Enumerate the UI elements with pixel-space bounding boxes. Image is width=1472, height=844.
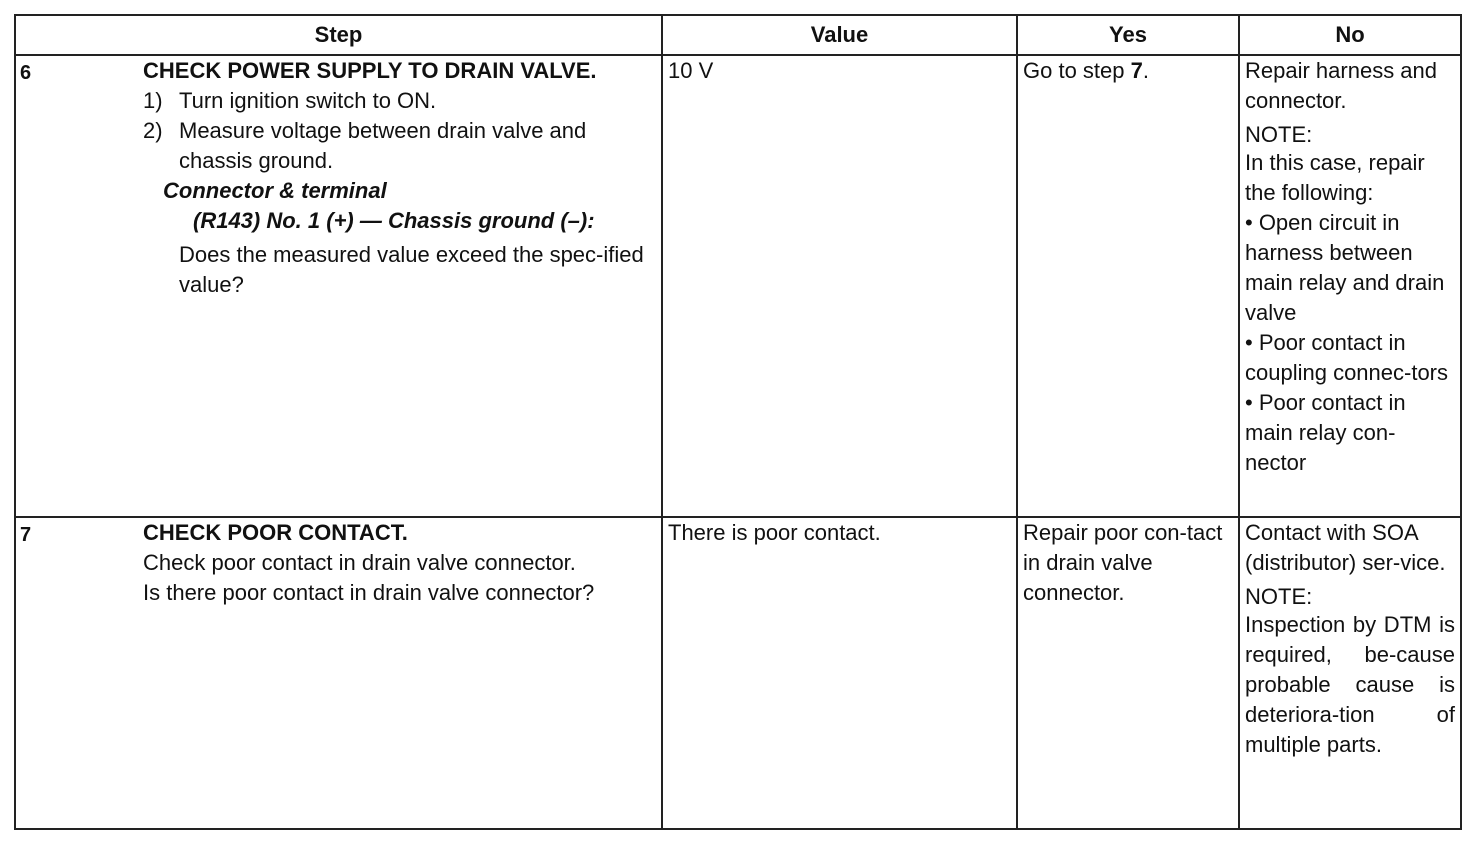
yes-cell: Go to step 7. (1017, 55, 1239, 517)
instruction-item: 2) Measure voltage between drain valve and chassis ground. (143, 118, 587, 173)
step-title: CHECK POWER SUPPLY TO DRAIN VALVE. (143, 58, 597, 83)
note-bullet: • Poor contact in main relay con-nector (1245, 390, 1406, 475)
table-row (15, 55, 1461, 517)
instruction-item: 1) Turn ignition switch to ON. (143, 88, 437, 113)
yes-cell: Repair poor con-tact in drain valve connector. (1017, 517, 1239, 829)
no-action: Contact with SOA (distributor) ser-vice. (1245, 520, 1446, 575)
step-question: Does the measured value exceed the spec-ified value? (179, 242, 644, 297)
note-label: NOTE: (1245, 584, 1313, 609)
yes-step-ref: 7 (1130, 58, 1143, 83)
step-question: Is there poor contact in drain valve connector? (143, 580, 595, 605)
header-yes: Yes (1017, 15, 1239, 55)
note-text: Inspection by DTM is required, be-cause probable cause is deteriora-tion of multiple parts. (1245, 612, 1455, 757)
header-value: Value (662, 15, 1017, 55)
diagnostic-table (14, 14, 1462, 830)
terminal-spec: (R143) No. 1 (+) — Chassis ground (–): (193, 208, 595, 233)
note-bullet: • Open circuit in harness between main relay and drain valve (1245, 210, 1445, 325)
step-instruction: Check poor contact in drain valve connector. (143, 550, 576, 575)
no-action: Repair harness and connector. (1245, 58, 1438, 113)
note-label: NOTE: (1245, 122, 1313, 147)
step-number: 6 (20, 62, 32, 84)
header-no: No (1239, 15, 1461, 55)
no-cell (1239, 55, 1461, 517)
value-cell: There is poor contact. (662, 517, 1017, 829)
no-cell (1239, 517, 1461, 829)
table-row (15, 517, 1461, 829)
step-cell (15, 55, 662, 517)
note-text: In this case, repair the following: (1245, 150, 1425, 205)
header-step: Step (15, 15, 662, 55)
value-cell: 10 V (662, 55, 1017, 517)
step-cell (15, 517, 662, 829)
header-row (15, 15, 1461, 55)
step-title: CHECK POOR CONTACT. (143, 520, 408, 545)
step-number: 7 (20, 524, 32, 546)
note-bullet: • Poor contact in coupling connec-tors (1245, 330, 1449, 385)
connector-label: Connector & terminal (163, 178, 387, 203)
